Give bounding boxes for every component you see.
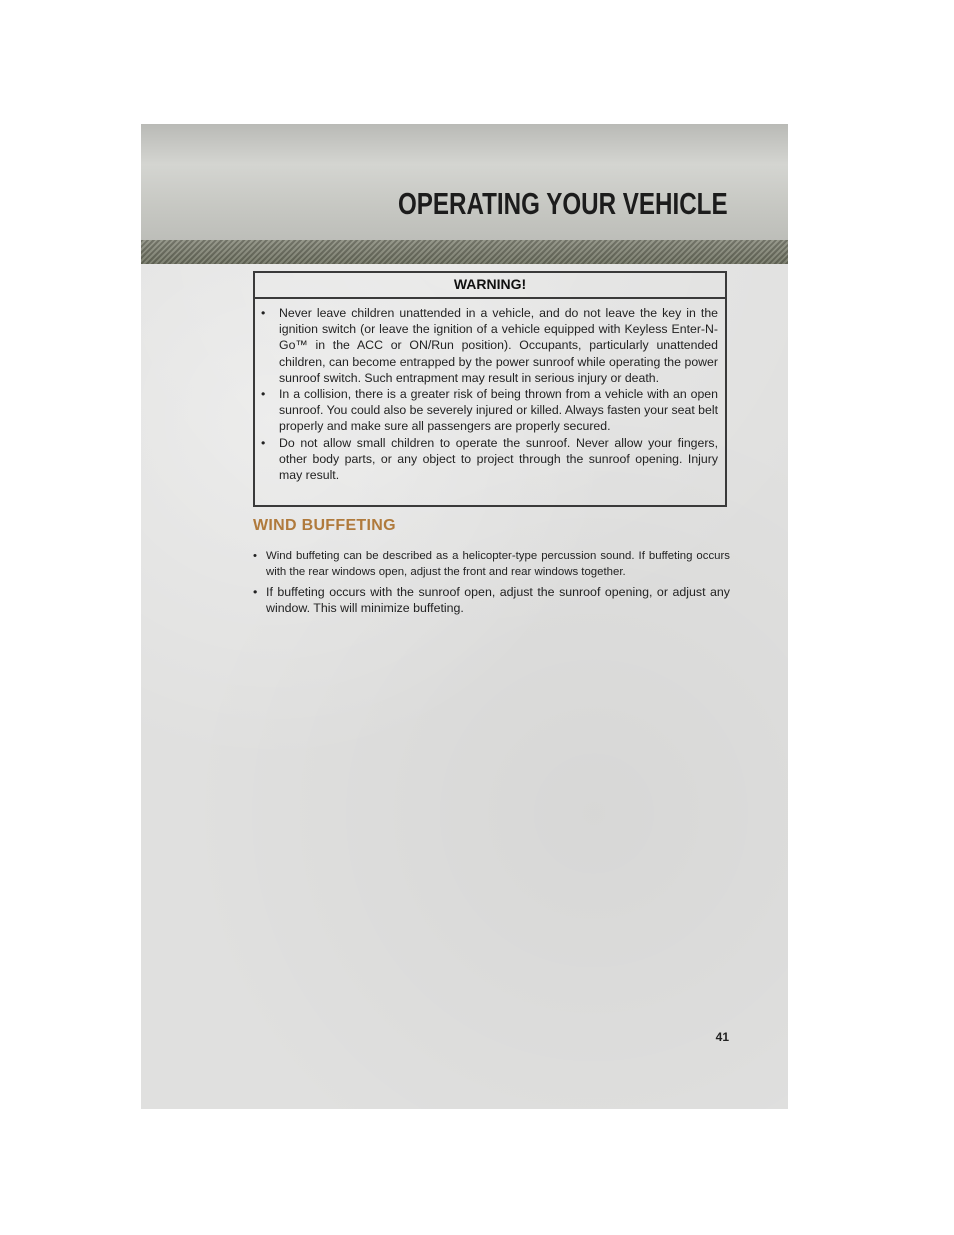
warning-item: [261, 386, 718, 435]
bullet-icon: •: [261, 435, 266, 450]
section-item-text: Wind buffeting can be described as a helicopter-type percussion sound. If buffeting occurs with the rear windows open, adjust the front and rear windows together.: [266, 550, 730, 578]
bullet-icon: •: [253, 585, 258, 599]
manual-page: [141, 124, 788, 1109]
warning-item-text: Never leave children unattended in a vehicle, and do not leave the key in the ignition switch (or leave the ignition of a vehicle equipped with Keyless Enter-N-Go™ in the ACC or ON/Run position). Occupants, particularly unattended children, can become entrapped by the power sunroof while operating the power sunroof switch. Such entrapment may result in serious injury or death.: [279, 306, 718, 385]
page-title: OPERATING YOUR VEHICLE: [398, 186, 728, 221]
header-banner: [141, 124, 788, 240]
warning-item: [261, 305, 718, 386]
section-item: [253, 548, 730, 580]
bullet-icon: •: [261, 387, 266, 402]
warning-item-text: In a collision, there is a greater risk of being thrown from a vehicle with an open sunroof. You could also be severely injured or killed. Always fasten your seat belt properly and make sure all passengers are properly secured.: [279, 387, 718, 434]
section-item: [253, 584, 730, 617]
page-number: 41: [715, 1030, 729, 1044]
bullet-icon: •: [261, 306, 266, 320]
warning-item-text: Do not allow small children to operate the sunroof. Never allow your fingers, other body parts, or any object to project through the sunroof opening. Injury may result.: [279, 435, 718, 483]
bullet-icon: •: [253, 550, 257, 562]
header-stripe: [141, 240, 788, 264]
section-list: [253, 548, 730, 617]
warning-title: WARNING!: [255, 273, 725, 299]
section-item-text: If buffeting occurs with the sunroof open, adjust the sunroof opening, or adjust any window. This will minimize buffeting.: [266, 585, 730, 616]
warning-box: [253, 271, 727, 507]
section-heading: WIND BUFFETING: [253, 517, 396, 534]
warning-list: [255, 299, 725, 483]
warning-item: [261, 435, 718, 484]
